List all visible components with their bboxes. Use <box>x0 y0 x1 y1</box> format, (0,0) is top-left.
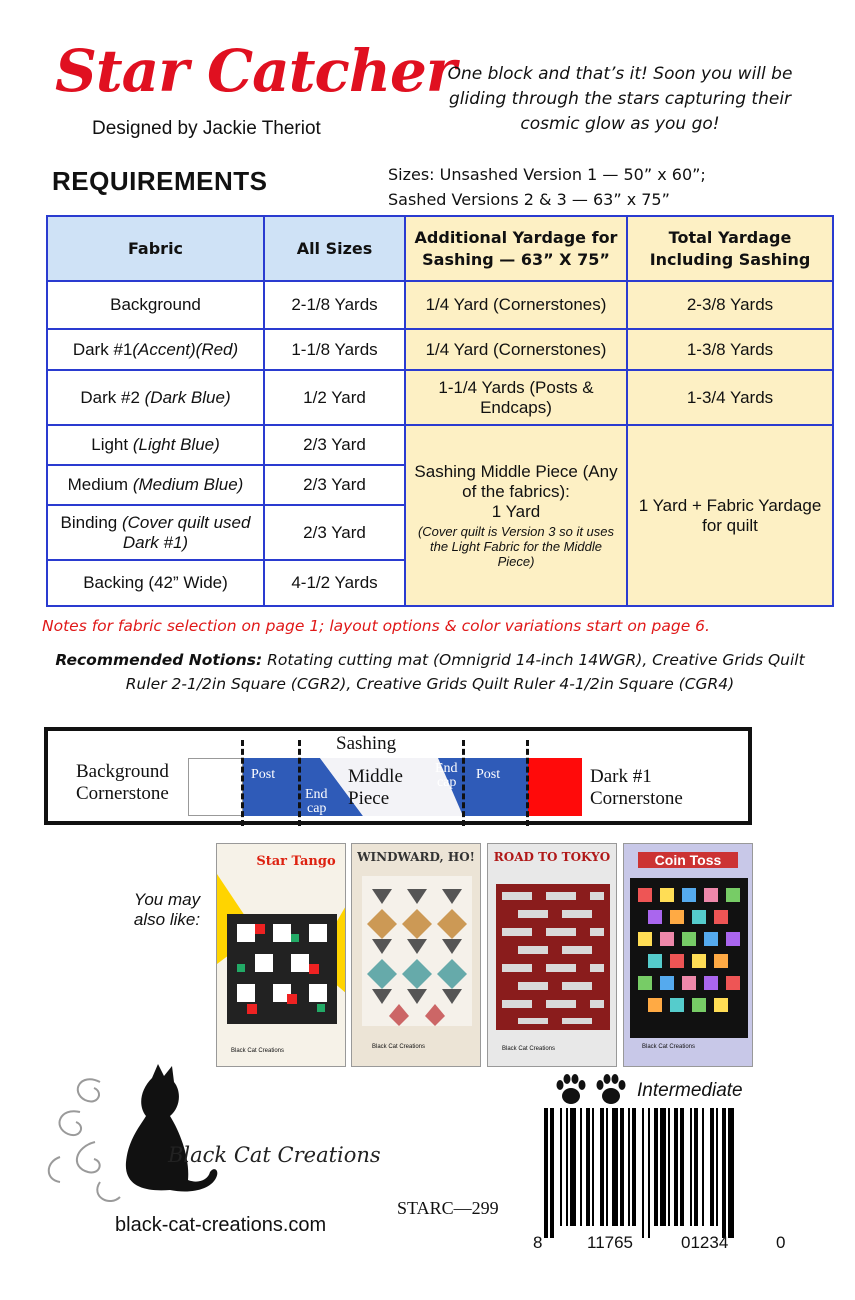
all-sizes-cell: 2-1/8 Yards <box>264 281 405 329</box>
table-row <box>47 281 833 329</box>
designer-credit: Designed by Jackie Theriot <box>92 118 321 139</box>
total-cell: 2-3/8 Yards <box>627 281 833 329</box>
barcode-bar <box>632 1108 636 1226</box>
fabric-notes: Notes for fabric selection on page 1; layout options & color variations start on page 6. <box>42 617 710 635</box>
barcode-bar <box>716 1108 718 1226</box>
cover-coin-toss[interactable] <box>623 843 753 1067</box>
barcode-bar <box>702 1108 704 1226</box>
end-cap-label: cap <box>437 775 457 790</box>
sizes-line-1: Sizes: Unsashed Version 1 — 50” x 60”; <box>388 165 706 184</box>
cover-publisher: Black Cat Creations <box>642 1044 696 1050</box>
sizes-text <box>388 162 706 212</box>
all-sizes-cell: 4-1/2 Yards <box>264 560 405 606</box>
barcode-bar <box>690 1108 692 1226</box>
barcode-bar <box>728 1108 734 1238</box>
tagline: One block and that’s it! Soon you will be gliding through the stars capturing their cosmic glow as you go! <box>447 64 793 134</box>
windward-ho-cover-art <box>352 844 481 1067</box>
sashing-strip <box>243 758 528 816</box>
website-link[interactable]: black-cat-creations.com <box>115 1214 327 1236</box>
paw-prints-icon <box>555 1073 631 1107</box>
cover-title: Coin Toss <box>638 852 738 868</box>
merged-sashing-cell <box>405 425 627 606</box>
barcode-bar <box>550 1108 554 1238</box>
barcode-bar <box>660 1108 666 1226</box>
barcode-bar <box>628 1108 630 1226</box>
pattern-sku: STARC—299 <box>397 1198 499 1218</box>
barcode-digit: 0 <box>776 1233 786 1252</box>
barcode-bar <box>668 1108 670 1226</box>
recommended-notions <box>40 648 820 696</box>
total-cell: 1-3/8 Yards <box>627 329 833 370</box>
sashing-middle-amount: 1 Yard <box>491 502 541 521</box>
merged-total-cell: 1 Yard + Fabric Yardage for quilt <box>627 425 833 606</box>
all-sizes-cell: 2/3 Yard <box>264 465 405 505</box>
barcode-bar <box>620 1108 624 1226</box>
barcode-bar <box>710 1108 714 1226</box>
cover-title: ROAD TO TOKYO <box>493 850 611 864</box>
cover-windward-ho[interactable] <box>351 843 481 1067</box>
all-sizes-cell: 2/3 Yard <box>264 425 405 465</box>
fabric-cell: Dark #1(Accent)(Red) <box>47 329 264 370</box>
barcode-bar <box>586 1108 590 1226</box>
end-cap-label: End <box>305 787 328 802</box>
coin-toss-cover-art <box>624 844 753 1067</box>
barcode-bar <box>592 1108 594 1226</box>
cover-road-to-tokyo[interactable] <box>487 843 617 1067</box>
sashing-middle-note: (Cover quilt is Version 3 so it uses the Light Fabric for the Middle Piece) <box>417 524 615 569</box>
dark-cornerstone-label: Dark #1 Cornerstone <box>590 766 683 809</box>
divider-dashed <box>241 740 244 826</box>
barcode-digit: 8 <box>533 1233 543 1252</box>
fabric-cell: Backing (42” Wide) <box>47 560 264 606</box>
column-header-sashing: Additional Yardage for Sashing — 63” X 75” <box>405 216 627 281</box>
barcode-bar <box>580 1108 582 1226</box>
barcode-bar <box>570 1108 576 1226</box>
fabric-cell: Dark #2 (Dark Blue) <box>47 370 264 425</box>
notions-label: Recommended Notions: <box>55 651 263 669</box>
barcode-bar <box>648 1108 650 1238</box>
sashing-middle-main: Sashing Middle Piece (Any of the fabrics): <box>414 462 618 501</box>
barcode-digit: 11765 <box>587 1233 634 1252</box>
cover-publisher: Black Cat Creations <box>231 1048 285 1054</box>
fabric-cell: Medium (Medium Blue) <box>47 465 264 505</box>
barcode <box>542 1108 792 1238</box>
also-like-label: You may also like: <box>133 890 201 929</box>
requirements-heading: REQUIREMENTS <box>52 166 268 196</box>
star-tango-cover-art <box>217 844 346 1067</box>
column-header-total: Total Yardage Including Sashing <box>627 216 833 281</box>
barcode-bar <box>722 1108 726 1238</box>
barcode-bar <box>694 1108 698 1226</box>
column-header-all-sizes: All Sizes <box>264 216 405 281</box>
sizes-line-2: Sashed Versions 2 & 3 — 63” x 75” <box>388 190 670 209</box>
sashing-cell: 1/4 Yard (Cornerstones) <box>405 329 627 370</box>
barcode-bar <box>566 1108 568 1226</box>
all-sizes-cell: 2/3 Yard <box>264 505 405 560</box>
post-label: Post <box>476 767 501 782</box>
barcode-bar <box>642 1108 644 1238</box>
sashing-cell: 1-1/4 Yards (Posts & Endcaps) <box>405 370 627 425</box>
end-cap-label: cap <box>307 801 327 816</box>
barcode-bar <box>606 1108 608 1226</box>
dark-cornerstone-swatch <box>528 758 582 816</box>
middle-label: Piece <box>348 788 390 809</box>
fabric-cell: Background <box>47 281 264 329</box>
barcode-bar <box>674 1108 678 1226</box>
road-to-tokyo-cover-art <box>488 844 617 1067</box>
sashing-label: Sashing <box>336 733 397 754</box>
skill-level: Intermediate <box>637 1080 743 1101</box>
all-sizes-cell: 1/2 Yard <box>264 370 405 425</box>
column-header-fabric: Fabric <box>47 216 264 281</box>
divider-dashed <box>298 740 301 826</box>
notions-text: Rotating cutting mat (Omnigrid 14-inch 14WGR), Creative Grids Quilt Ruler 2-1/2in Square (CGR2), Creative Grids Quilt Ruler 4-1/2in Square (CGR4) <box>125 651 805 693</box>
all-sizes-cell: 1-1/8 Yards <box>264 329 405 370</box>
table-header-row <box>47 216 833 281</box>
barcode-digit: 01234 <box>681 1233 729 1252</box>
total-cell: 1-3/4 Yards <box>627 370 833 425</box>
post-label: Post <box>251 767 276 782</box>
table-row <box>47 425 833 465</box>
cat-silhouette-icon <box>126 1064 217 1192</box>
requirements-table <box>46 215 834 607</box>
fabric-cell: Binding (Cover quilt used Dark #1) <box>47 505 264 560</box>
cover-title: WINDWARD, HO! <box>357 850 475 864</box>
barcode-bar <box>544 1108 548 1238</box>
end-cap-label: End <box>435 761 458 776</box>
background-cornerstone-label: Background Cornerstone <box>76 761 169 804</box>
black-cat-logo <box>40 1062 360 1212</box>
divider-dashed <box>462 740 465 826</box>
barcode-bar <box>560 1108 562 1226</box>
middle-label: Middle <box>348 766 403 787</box>
cover-publisher: Black Cat Creations <box>372 1044 426 1050</box>
cover-title: Star Tango <box>256 854 336 869</box>
divider-dashed <box>526 740 529 826</box>
brand-name: Black Cat Creations <box>168 1143 381 1167</box>
barcode-bar <box>600 1108 604 1226</box>
cover-star-tango[interactable] <box>216 843 346 1067</box>
sashing-cell: 1/4 Yard (Cornerstones) <box>405 281 627 329</box>
fabric-cell: Light (Light Blue) <box>47 425 264 465</box>
table-row <box>47 370 833 425</box>
cover-publisher: Black Cat Creations <box>502 1046 556 1052</box>
swirl-decoration-icon <box>49 1079 120 1201</box>
background-cornerstone-swatch <box>188 758 243 816</box>
barcode-bar <box>680 1108 684 1226</box>
table-row <box>47 329 833 370</box>
barcode-bar <box>654 1108 658 1226</box>
barcode-bar <box>612 1108 618 1226</box>
pattern-title: Star Catcher <box>55 37 456 105</box>
